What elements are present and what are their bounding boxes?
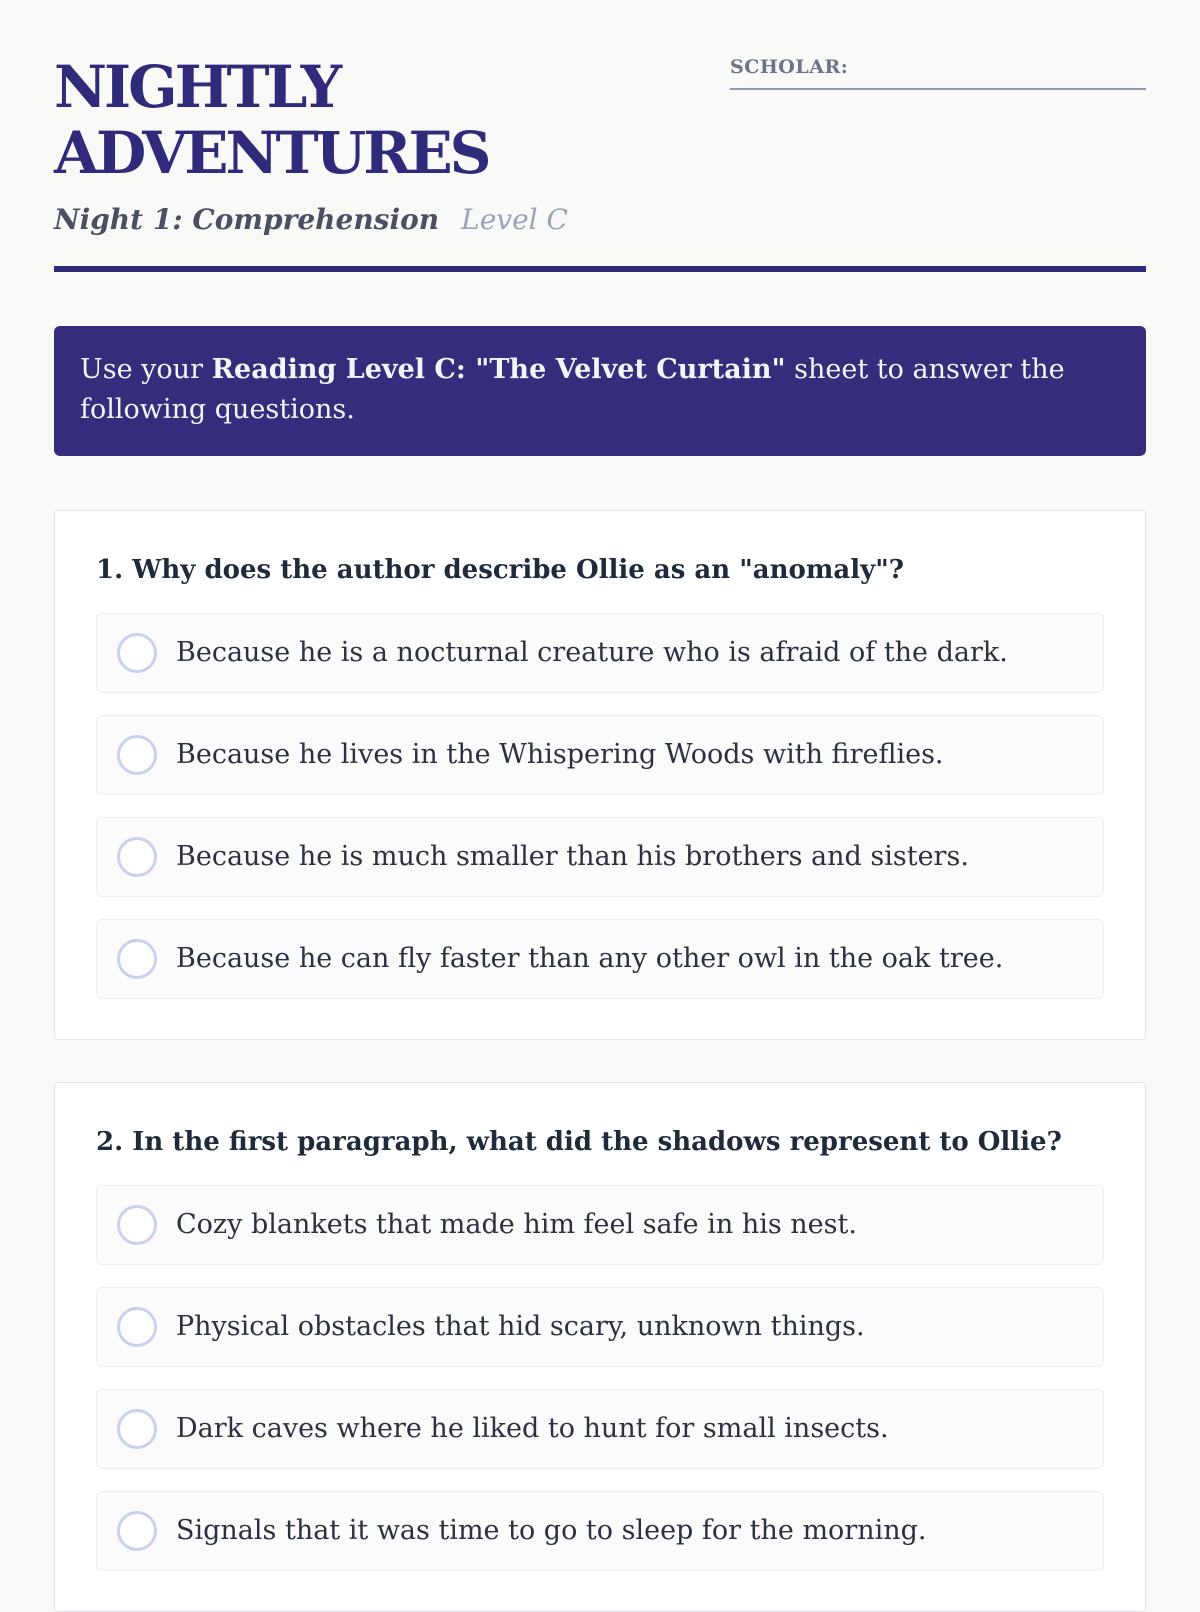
- answer-option-label: Because he lives in the Whispering Woods with fireflies.: [176, 739, 944, 770]
- answer-option-label: Physical obstacles that hid scary, unknown things.: [176, 1311, 865, 1342]
- question-title: 2. In the first paragraph, what did the shadows represent to Ollie?: [96, 1127, 1062, 1157]
- answer-option[interactable]: [96, 1185, 1104, 1265]
- radio-button[interactable]: [117, 1511, 157, 1551]
- scholar-label: SCHOLAR:: [730, 56, 849, 78]
- answer-option-label: Dark caves where he liked to hunt for small insects.: [176, 1413, 889, 1444]
- instructions-suffix: sheet to answer the following questions.: [80, 354, 1065, 425]
- radio-button[interactable]: [117, 837, 157, 877]
- page-title: NIGHTLY ADVENTURES: [54, 53, 489, 187]
- worksheet-header: [54, 54, 1146, 272]
- answer-option-label: Cozy blankets that made him feel safe in his nest.: [176, 1209, 857, 1240]
- answer-option-label: Because he is a nocturnal creature who is afraid of the dark.: [176, 637, 1008, 668]
- radio-button[interactable]: [117, 1409, 157, 1449]
- radio-button[interactable]: [117, 1205, 157, 1245]
- answer-option-label: Because he can fly faster than any other owl in the oak tree.: [176, 943, 1004, 974]
- question-title: 1. Why does the author describe Ollie as an "anomaly"?: [96, 555, 904, 585]
- answer-option[interactable]: [96, 1389, 1104, 1469]
- answer-option[interactable]: [96, 715, 1104, 795]
- answer-option[interactable]: [96, 1491, 1104, 1571]
- answer-option-label: Signals that it was time to go to sleep for the morning.: [176, 1515, 927, 1546]
- answer-option-label: Because he is much smaller than his brothers and sisters.: [176, 841, 969, 872]
- question-card: [54, 1082, 1146, 1612]
- instructions-prefix: Use your: [80, 354, 203, 385]
- radio-button[interactable]: [117, 1307, 157, 1347]
- instructions-sheet-name: Reading Level C: "The Velvet Curtain": [211, 354, 786, 385]
- subtitle: [54, 202, 674, 238]
- answer-option[interactable]: [96, 919, 1104, 999]
- level-label: Level C: [461, 203, 568, 236]
- radio-button[interactable]: [117, 939, 157, 979]
- question-card: [54, 510, 1146, 1040]
- radio-button[interactable]: [117, 735, 157, 775]
- night-label: Night 1: Comprehension: [54, 203, 440, 236]
- answer-option[interactable]: [96, 1287, 1104, 1367]
- instructions-banner: [54, 326, 1146, 456]
- scholar-field[interactable]: [730, 56, 1146, 90]
- answer-option[interactable]: [96, 613, 1104, 693]
- title-block: [54, 54, 674, 238]
- answer-option[interactable]: [96, 817, 1104, 897]
- radio-button[interactable]: [117, 633, 157, 673]
